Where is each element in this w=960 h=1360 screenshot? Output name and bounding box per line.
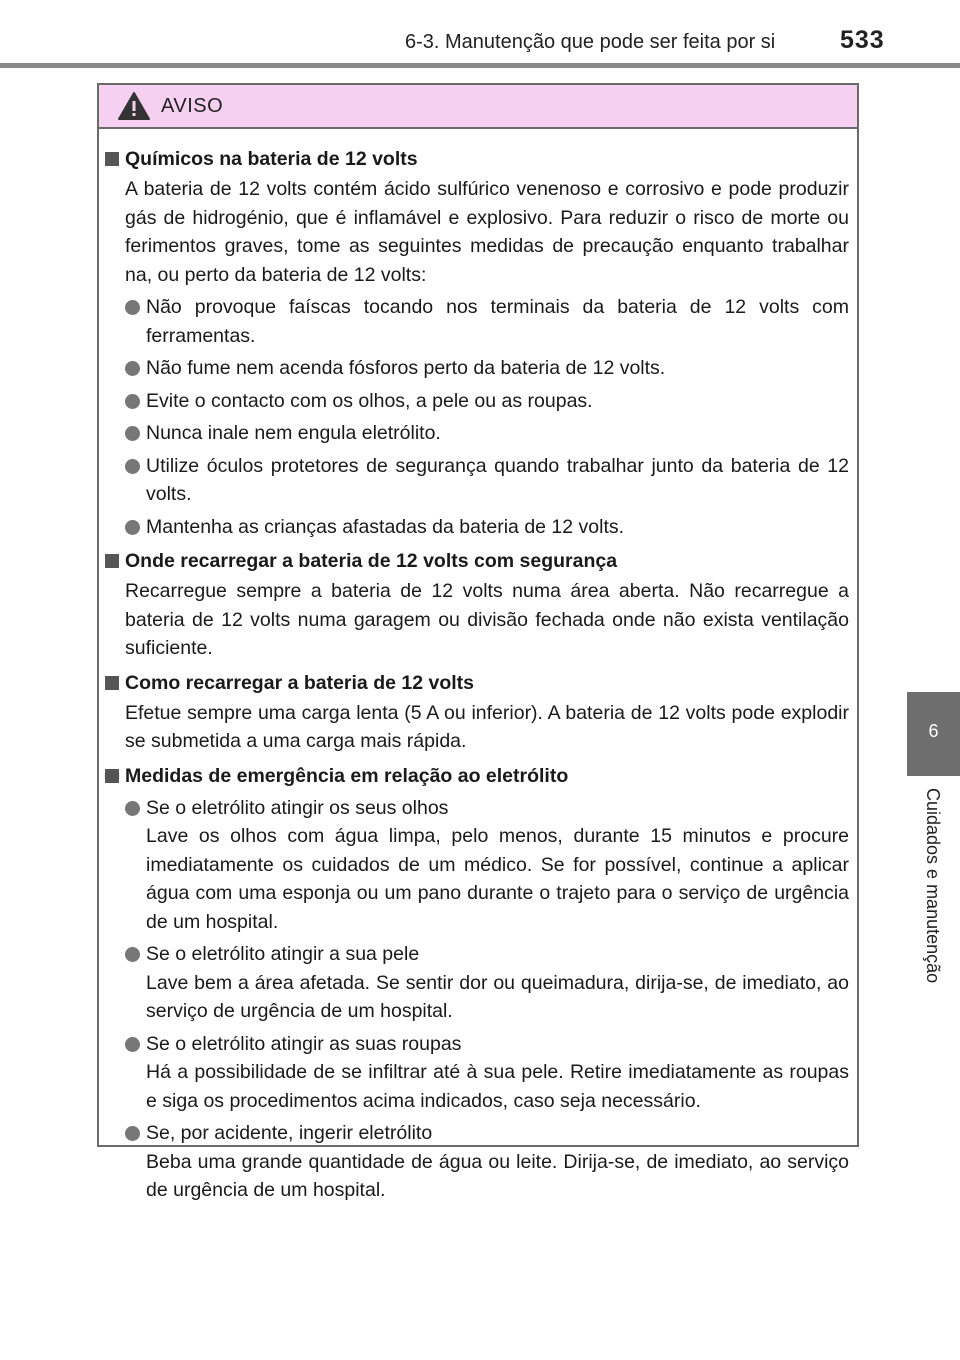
- section-heading: [105, 669, 849, 697]
- list-item-title: Se, por acidente, ingerir eletrólito: [146, 1122, 433, 1144]
- section-heading-text: Químicos na bateria de 12 volts: [125, 148, 418, 170]
- bullet-dot-icon: [125, 947, 140, 962]
- list-item-text: Nunca inale nem engula eletrólito.: [146, 422, 441, 444]
- list-item: [125, 513, 849, 542]
- bullet-dot-icon: [125, 1126, 140, 1141]
- list-item-text: Não fume nem acenda fósforos perto da bateria de 12 volts.: [146, 357, 666, 379]
- bullet-dot-icon: [125, 300, 140, 315]
- header-divider: [0, 63, 960, 68]
- section-heading: [105, 145, 849, 173]
- bullet-dot-icon: [125, 801, 140, 816]
- section-heading-text: Medidas de emergência em relação ao eletrólito: [125, 764, 569, 787]
- square-bullet-icon: [105, 676, 119, 690]
- list-item-text: Lave os olhos com água limpa, pelo menos, durante 15 minutos e procure imediatamente os cuidados de um médico. Se for possível, continue a aplicar água com uma esponja ou um pano durante o trajeto para o serviço de urgência de um hospital.: [146, 825, 849, 933]
- section-paragraph: Efetue sempre uma carga lenta (5 A ou inferior). A bateria de 12 volts pode explodir se submetida a uma carga mais rápida.: [125, 701, 849, 752]
- warning-header: [99, 85, 857, 129]
- chapter-tab-number: 6: [928, 721, 939, 741]
- list-item: [125, 452, 849, 509]
- list-item: [125, 794, 849, 937]
- bullet-dot-icon: [125, 459, 140, 474]
- bullet-dot-icon: [125, 394, 140, 409]
- square-bullet-icon: [105, 769, 119, 783]
- list-item: [125, 940, 849, 1026]
- warning-body: [99, 129, 857, 1205]
- square-bullet-icon: [105, 554, 119, 568]
- section-heading-text: Como recarregar a bateria de 12 volts: [125, 671, 474, 694]
- list-item-title: Se o eletrólito atingir a sua pele: [146, 943, 420, 965]
- list-item: [125, 419, 849, 448]
- warning-title: AVISO: [161, 95, 224, 117]
- list-item-text: Não provoque faíscas tocando nos terminais da bateria de 12 volts com ferramentas.: [146, 296, 849, 347]
- list-item: [125, 387, 849, 416]
- bullet-dot-icon: [125, 1037, 140, 1052]
- list-item: [125, 293, 849, 350]
- list-item-text: Beba uma grande quantidade de água ou leite. Dirija-se, de imediato, ao serviço de urgência de um hospital.: [146, 1150, 849, 1201]
- page-number: 533: [840, 26, 885, 54]
- list-item-text: Lave bem a área afetada. Se sentir dor ou queimadura, dirija-se, de imediato, ao serviço de urgência de um hospital.: [146, 971, 849, 1022]
- section-heading: [105, 762, 849, 790]
- list-item-title: Se o eletrólito atingir os seus olhos: [146, 796, 449, 819]
- list-item-text: Há a possibilidade de se infiltrar até à sua pele. Retire imediatamente as roupas e siga os procedimentos acima indicados, caso seja necessário.: [146, 1061, 849, 1112]
- section-title: 6-3. Manutenção que pode ser feita por si: [405, 31, 776, 53]
- list-item: [125, 1119, 849, 1205]
- list-item: [125, 354, 849, 383]
- list-item-text: Utilize óculos protetores de segurança quando trabalhar junto da bateria de 12 volts.: [146, 454, 849, 505]
- chapter-tab-label: Cuidados e manutenção: [923, 788, 943, 984]
- warning-triangle-icon: [117, 91, 151, 121]
- section-paragraph: A bateria de 12 volts contém ácido sulfúrico venenoso e corrosivo e pode produzir gás de hidrogénio, que é inflamável e explosivo. Para reduzir o risco de morte ou ferimentos graves, tome as seguintes medidas de precaução enquanto trabalhar na, ou perto da bateria de 12 volts:: [125, 178, 849, 286]
- bullet-dot-icon: [125, 361, 140, 376]
- list-item: [125, 1030, 849, 1116]
- square-bullet-icon: [105, 152, 119, 166]
- section-heading-text: Onde recarregar a bateria de 12 volts com segurança: [125, 550, 618, 572]
- section-paragraph: Recarregue sempre a bateria de 12 volts numa área aberta. Não recarregue a bateria de 12 volts numa garagem ou divisão fechada onde não exista ventilação suficiente.: [125, 580, 849, 659]
- warning-box: [97, 83, 859, 1201]
- chapter-tab: [907, 692, 960, 776]
- section-heading: [105, 547, 849, 575]
- list-item-text: Evite o contacto com os olhos, a pele ou as roupas.: [146, 389, 593, 412]
- bullet-dot-icon: [125, 426, 140, 441]
- list-item-text: Mantenha as crianças afastadas da bateria de 12 volts.: [146, 515, 625, 538]
- list-item-title: Se o eletrólito atingir as suas roupas: [146, 1032, 462, 1055]
- bullet-dot-icon: [125, 520, 140, 535]
